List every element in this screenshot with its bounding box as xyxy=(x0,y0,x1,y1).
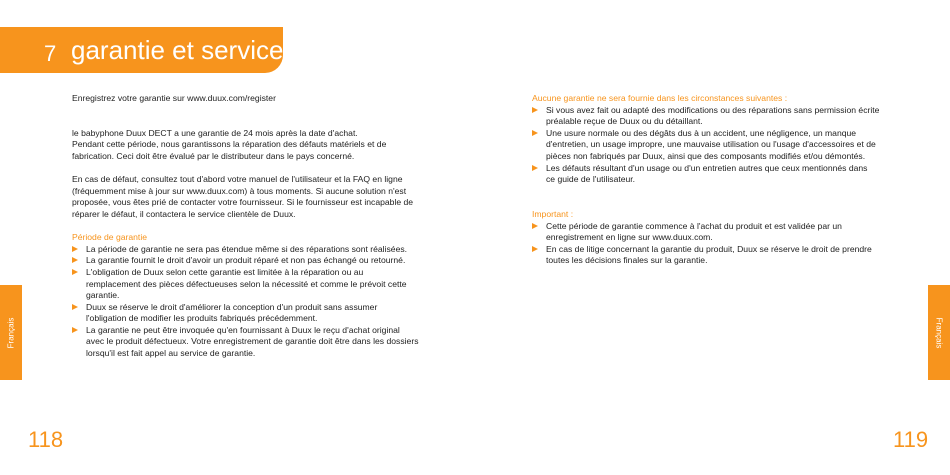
arrow-bullet-icon xyxy=(72,327,78,333)
list-item-line: Une usure normale ou des dégâts dus à un accident, une négligence, un manque xyxy=(546,127,857,138)
list-item xyxy=(532,221,892,244)
list-item-line: En cas de litige concernant la garantie du produit, Duux se réserve le droit de prendre xyxy=(546,243,872,254)
list-item-line: Duux se réserve le droit d'améliorer la conception d'un produit sans assumer xyxy=(86,301,378,312)
list-item xyxy=(72,325,427,360)
list-item xyxy=(72,244,427,256)
list-item xyxy=(532,105,892,128)
list-item-line: pièces non fabriqués par Duux, ainsi que des composants modifiés et/ou démontés. xyxy=(546,150,866,161)
list-item-line: lorsqu'il est fait appel au service de garantie. xyxy=(86,348,256,359)
defect-paragraph xyxy=(72,174,427,220)
language-tab-label: Français xyxy=(6,317,16,348)
arrow-bullet-icon xyxy=(532,165,538,171)
language-tab-right xyxy=(928,285,950,380)
list-item-line: avec le produit défectueux. Votre enregistrement de garantie doit être dans les dossiers xyxy=(86,336,419,347)
paragraph-line: (fréquemment mise à jour sur www.duux.com) à tous moments. Si aucune solution n'est xyxy=(72,185,407,196)
paragraph-line: le babyphone Duux DECT a une garantie de 24 mois après la date d'achat. xyxy=(72,127,358,138)
paragraph-line: fabrication. Ceci doit être évalué par le distributeur dans le pays concerné. xyxy=(72,150,355,161)
list-item-line: l'obligation de modifier les produits fabriqués précédemment. xyxy=(86,313,318,324)
chapter-number: 7 xyxy=(44,41,57,66)
list-item xyxy=(532,163,892,186)
warranty-paragraph xyxy=(72,128,427,163)
register-line: Enregistrez votre garantie sur www.duux.com/register xyxy=(72,93,276,103)
language-tab-label: Français xyxy=(934,317,944,348)
list-item-line: La garantie ne peut être invoquée qu'en fournissant à Duux le reçu d'achat original xyxy=(86,324,400,335)
list-item xyxy=(532,128,892,163)
list-item-line: enregistrement en ligne sur www.duux.com. xyxy=(546,232,713,243)
list-item-line: Si vous avez fait ou adapté des modifications ou des réparations sans permission écrite xyxy=(546,104,880,115)
left-column xyxy=(72,93,427,360)
paragraph-line: proposée, vous êtes prié de contacter votre fournisseur. Si le fournisseur est incapable de xyxy=(72,197,414,208)
arrow-bullet-icon xyxy=(72,246,78,252)
list-item-line: Les défauts résultant d'un usage ou d'un entretien autres que ceux mentionnés dans xyxy=(546,162,868,173)
list-item-line: Cette période de garantie commence à l'achat du produit et est validée par un xyxy=(546,220,842,231)
list-item-line: remplacement des pièces défectueuses selon la nécessité et comme le prévoit cette xyxy=(86,278,407,289)
list-item xyxy=(72,302,427,325)
arrow-bullet-icon xyxy=(532,223,538,229)
exclusions-list xyxy=(532,105,892,186)
arrow-bullet-icon xyxy=(72,269,78,275)
page-title: garantie et service xyxy=(71,35,284,65)
list-item-line: garantie. xyxy=(86,290,120,301)
period-list xyxy=(72,244,427,360)
paragraph-line: En cas de défaut, consultez tout d'abord votre manuel de l'utilisateur et la FAQ en ligne xyxy=(72,174,403,185)
list-item-line: ce guide de l'utilisateur. xyxy=(546,174,636,185)
paragraph-line: Pendant cette période, nous garantissons la réparation des défauts matériels et de xyxy=(72,139,387,150)
arrow-bullet-icon xyxy=(532,130,538,136)
list-item-line: d'entretien, un usage impropre, une mauvaise utilisation ou l'usage d'accessoires et de xyxy=(546,139,876,150)
list-item xyxy=(72,267,427,302)
arrow-bullet-icon xyxy=(72,257,78,263)
page-number-right: 119 xyxy=(893,427,929,452)
list-item-line: La période de garantie ne sera pas étendue même si des réparations sont réalisées. xyxy=(86,243,408,254)
important-list xyxy=(532,221,892,267)
section-heading: Aucune garantie ne sera fournie dans les circonstances suivantes : xyxy=(532,93,788,103)
list-item-line: préalable reçue de Duux ou du détaillant. xyxy=(546,116,703,127)
section-heading: Période de garantie xyxy=(72,232,148,243)
arrow-bullet-icon xyxy=(532,107,538,113)
arrow-bullet-icon xyxy=(72,304,78,310)
section-heading: Important : xyxy=(532,208,574,219)
list-item xyxy=(532,244,892,267)
list-item-line: toutes les décisions finales sur la garantie. xyxy=(546,255,708,266)
chapter-banner xyxy=(0,27,283,73)
language-tab-left xyxy=(0,285,22,380)
paragraph-line: réparer le défaut, il contactera le service clientèle de Duux. xyxy=(72,208,296,219)
right-column xyxy=(532,93,892,267)
list-item-line: L'obligation de Duux selon cette garantie est limitée à la réparation ou au xyxy=(86,266,364,277)
list-item-line: La garantie fournit le droit d'avoir un produit réparé et non pas échangé ou retourné. xyxy=(86,255,406,266)
list-item xyxy=(72,255,427,267)
arrow-bullet-icon xyxy=(532,246,538,252)
page-number-left: 118 xyxy=(28,427,64,452)
